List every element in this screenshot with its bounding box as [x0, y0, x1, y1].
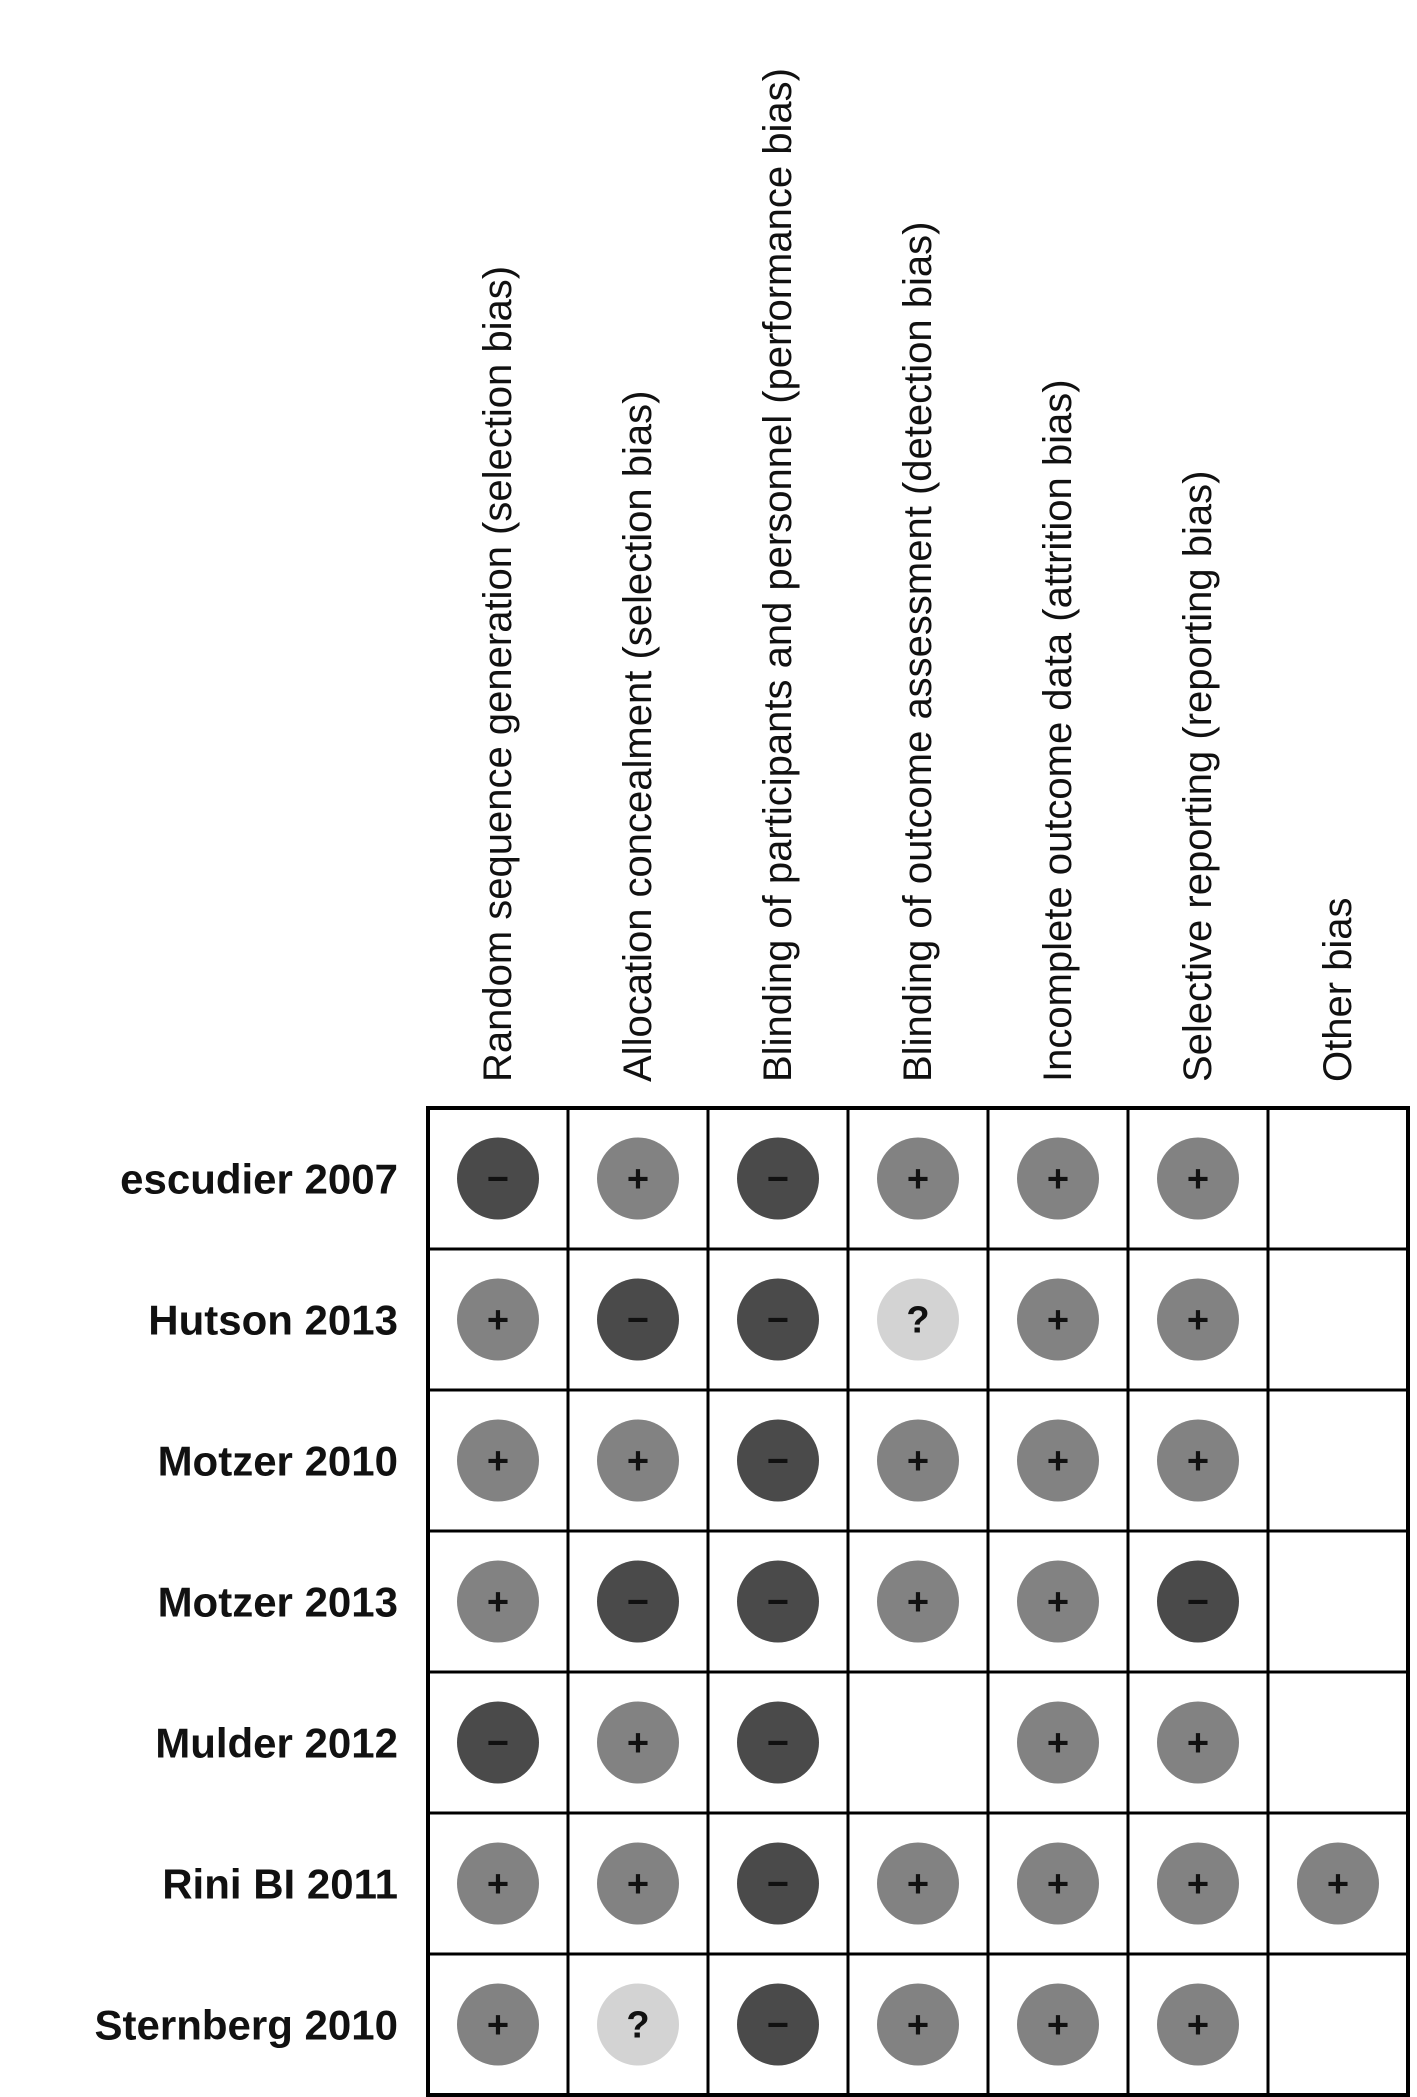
rating-symbol: −: [626, 1299, 650, 1342]
column-label: Incomplete outcome data (attrition bias): [1036, 379, 1080, 1082]
column-label: Blinding of outcome assessment (detection bias): [896, 221, 940, 1082]
rating-low: [877, 1984, 959, 2066]
rating-symbol: +: [906, 1158, 930, 1201]
rating-high: [737, 1138, 819, 1220]
rating-symbol: +: [1186, 1722, 1210, 1765]
rating-symbol: +: [1046, 1299, 1070, 1342]
rating-low: [1017, 1702, 1099, 1784]
rating-symbol: −: [766, 1299, 790, 1342]
study-label: Sternberg 2010: [94, 2001, 398, 2049]
rating-symbol: +: [486, 1299, 510, 1342]
rating-symbol: +: [1186, 1440, 1210, 1483]
rating-low: [1157, 1843, 1239, 1925]
rating-symbol: −: [766, 2004, 790, 2047]
rating-symbol: −: [626, 1581, 650, 1624]
table-cells: [457, 1138, 1379, 2066]
rating-symbol: +: [626, 1863, 650, 1906]
rating-symbol: +: [1046, 1440, 1070, 1483]
rating-low: [877, 1843, 959, 1925]
rating-symbol: −: [766, 1440, 790, 1483]
rating-symbol: +: [906, 1581, 930, 1624]
study-label: Motzer 2010: [157, 1437, 398, 1485]
column-label: Blinding of participants and personnel (performance bias): [756, 68, 800, 1082]
rating-low: [457, 1561, 539, 1643]
rating-symbol: +: [1046, 1158, 1070, 1201]
study-label: escudier 2007: [120, 1155, 398, 1203]
rating-low: [1017, 1420, 1099, 1502]
rating-high: [737, 1420, 819, 1502]
rating-symbol: +: [1186, 1158, 1210, 1201]
study-label: Rini BI 2011: [162, 1860, 398, 1908]
rating-symbol: +: [906, 2004, 930, 2047]
study-label: Mulder 2012: [155, 1719, 398, 1767]
rating-high: [737, 1561, 819, 1643]
rating-low: [1157, 1420, 1239, 1502]
study-label: Motzer 2013: [157, 1578, 398, 1626]
rating-high: [1157, 1561, 1239, 1643]
rating-unclear: [877, 1279, 959, 1361]
rating-symbol: +: [1046, 1581, 1070, 1624]
rating-low: [457, 1843, 539, 1925]
rating-low: [1017, 1561, 1099, 1643]
rating-symbol: +: [906, 1440, 930, 1483]
rating-high: [737, 1279, 819, 1361]
rating-symbol: +: [1046, 1863, 1070, 1906]
rating-symbol: +: [486, 2004, 510, 2047]
rating-symbol: +: [626, 1440, 650, 1483]
rating-high: [457, 1702, 539, 1784]
rating-unclear: [597, 1984, 679, 2066]
rating-low: [877, 1420, 959, 1502]
rating-symbol: −: [766, 1722, 790, 1765]
rating-symbol: ?: [906, 1299, 930, 1342]
rating-high: [597, 1561, 679, 1643]
rating-low: [1017, 1279, 1099, 1361]
rating-symbol: ?: [626, 2004, 650, 2047]
rating-low: [877, 1561, 959, 1643]
rating-symbol: −: [766, 1158, 790, 1201]
rating-low: [1157, 1984, 1239, 2066]
rating-low: [877, 1138, 959, 1220]
rating-symbol: −: [1186, 1581, 1210, 1624]
column-label: Random sequence generation (selection bias): [476, 265, 520, 1082]
rating-high: [597, 1279, 679, 1361]
rating-high: [737, 1984, 819, 2066]
rating-symbol: +: [1186, 1863, 1210, 1906]
rating-low: [1017, 1843, 1099, 1925]
rating-low: [597, 1420, 679, 1502]
row-labels: [95, 1156, 398, 2049]
rating-symbol: +: [1186, 1299, 1210, 1342]
rating-high: [457, 1138, 539, 1220]
rating-low: [1017, 1138, 1099, 1220]
rating-low: [457, 1984, 539, 2066]
column-labels: [476, 68, 1360, 1082]
rating-symbol: +: [1046, 1722, 1070, 1765]
rating-low: [457, 1279, 539, 1361]
rating-low: [1297, 1843, 1379, 1925]
rating-symbol: −: [766, 1863, 790, 1906]
rating-symbol: +: [906, 1863, 930, 1906]
rating-low: [1157, 1279, 1239, 1361]
rating-symbol: +: [1046, 2004, 1070, 2047]
rating-high: [737, 1702, 819, 1784]
rating-symbol: +: [1326, 1863, 1350, 1906]
rating-low: [597, 1138, 679, 1220]
study-label: Hutson 2013: [148, 1296, 398, 1344]
rating-symbol: +: [486, 1581, 510, 1624]
rating-symbol: −: [486, 1722, 510, 1765]
rating-low: [1157, 1702, 1239, 1784]
rating-high: [737, 1843, 819, 1925]
rating-low: [1017, 1984, 1099, 2066]
column-label: Other bias: [1316, 897, 1360, 1082]
rating-low: [597, 1843, 679, 1925]
rating-symbol: +: [626, 1158, 650, 1201]
rating-symbol: +: [486, 1440, 510, 1483]
rating-low: [457, 1420, 539, 1502]
column-label: Selective reporting (reporting bias): [1176, 470, 1220, 1082]
rating-low: [597, 1702, 679, 1784]
rating-low: [1157, 1138, 1239, 1220]
rating-symbol: −: [486, 1158, 510, 1201]
rating-symbol: +: [626, 1722, 650, 1765]
rating-symbol: +: [486, 1863, 510, 1906]
rating-symbol: +: [1186, 2004, 1210, 2047]
rating-symbol: −: [766, 1581, 790, 1624]
column-label: Allocation concealment (selection bias): [616, 390, 660, 1082]
